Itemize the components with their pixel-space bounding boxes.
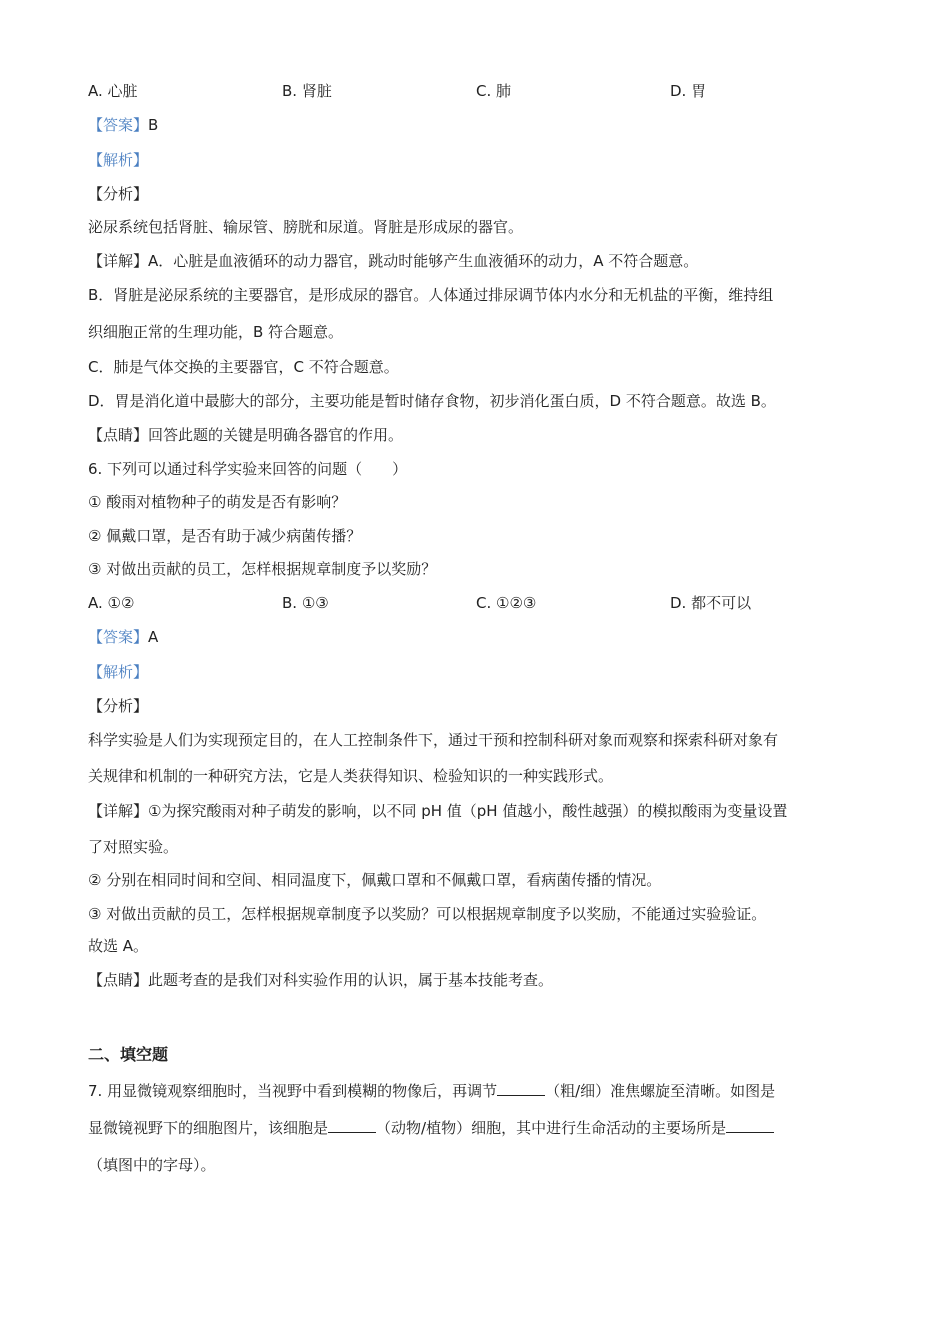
q5-jiexi-tag: 【解析】 bbox=[88, 151, 149, 169]
q5-option-c: C. 肺 bbox=[476, 82, 512, 100]
q5-answer-value: B bbox=[148, 116, 159, 134]
q6-dianjing: 【点睛】此题考查的是我们对科实验作用的认识，属于基本技能考查。 bbox=[88, 971, 554, 989]
q6-answer-line bbox=[88, 626, 158, 648]
q6-stem: 6. 下列可以通过科学实验来回答的问题（ ） bbox=[88, 460, 408, 478]
q5-detail-4: C．肺是气体交换的主要器官，C 不符合题意。 bbox=[88, 358, 399, 376]
q6-item-2: ② 佩戴口罩，是否有助于减少病菌传播？ bbox=[88, 527, 362, 545]
q7-line-2 bbox=[88, 1117, 774, 1139]
q7-blank-2 bbox=[328, 1118, 376, 1133]
q5-detail-3: 织细胞正常的生理功能，B 符合题意。 bbox=[88, 323, 344, 341]
q6-answer-value: A bbox=[148, 628, 159, 646]
q7-line-2-a: 显微镜视野下的细胞图片，该细胞是 bbox=[88, 1119, 329, 1137]
q7-line-2-b: （动物/植物）细胞，其中进行生命活动的主要场所是 bbox=[376, 1119, 727, 1137]
q7-blank-3 bbox=[726, 1118, 774, 1133]
q5-detail-2: B．肾脏是泌尿系统的主要器官，是形成尿的器官。人体通过排尿调节体内水分和无机盐的平衡，维持组 bbox=[88, 286, 774, 304]
q6-fenxi-1: 科学实验是人们为实现预定目的，在人工控制条件下，通过干预和控制科研对象而观察和探索科研对象有 bbox=[88, 731, 779, 749]
q5-option-d: D. 胃 bbox=[670, 82, 707, 100]
q6-option-b: B. ①③ bbox=[282, 594, 329, 612]
q6-option-d: D. 都不可以 bbox=[670, 594, 752, 612]
q5-option-b: B. 肾脏 bbox=[282, 82, 332, 100]
q5-detail-1: 【详解】A．心脏是血液循环的动力器官，跳动时能够产生血液循环的动力，A 不符合题意。 bbox=[88, 252, 699, 270]
q6-answer-tag: 【答案】 bbox=[88, 628, 149, 646]
q6-option-c: C. ①②③ bbox=[476, 594, 537, 612]
section-title: 二、填空题 bbox=[88, 1045, 169, 1064]
q6-jiexi-tag: 【解析】 bbox=[88, 663, 149, 681]
q6-fenxi-tag: 【分析】 bbox=[88, 697, 149, 715]
q5-fenxi-tag: 【分析】 bbox=[88, 185, 149, 203]
q7-line-1 bbox=[88, 1080, 775, 1102]
q6-detail-1: 【详解】①为探究酸雨对种子萌发的影响，以不同 pH 值（pH 值越小，酸性越强）的模拟酸雨为变量设置 bbox=[88, 802, 788, 820]
q5-fenxi-text: 泌尿系统包括肾脏、输尿管、膀胱和尿道。肾脏是形成尿的器官。 bbox=[88, 218, 524, 236]
q6-detail-5: 故选 A。 bbox=[88, 937, 149, 955]
q5-dianjing: 【点睛】回答此题的关键是明确各器官的作用。 bbox=[88, 426, 404, 444]
q5-detail-5: D．胃是消化道中最膨大的部分，主要功能是暂时储存食物，初步消化蛋白质，D 不符合题意。故选 B。 bbox=[88, 392, 776, 410]
q6-detail-4: ③ 对做出贡献的员工，怎样根据规章制度予以奖励？可以根据规章制度予以奖励，不能通过实验验证。 bbox=[88, 905, 767, 923]
q7-line-1-a: 7. 用显微镜观察细胞时，当视野中看到模糊的物像后，再调节 bbox=[88, 1082, 498, 1100]
q7-line-1-b: （粗/细）准焦螺旋至清晰。如图是 bbox=[545, 1082, 776, 1100]
q6-fenxi-2: 关规律和机制的一种研究方法，它是人类获得知识、检验知识的一种实践形式。 bbox=[88, 767, 614, 785]
q6-detail-2: 了对照实验。 bbox=[88, 838, 179, 856]
q6-item-1: ① 酸雨对植物种子的萌发是否有影响？ bbox=[88, 493, 347, 511]
q6-item-3: ③ 对做出贡献的员工，怎样根据规章制度予以奖励？ bbox=[88, 560, 437, 578]
q5-option-a: A. 心脏 bbox=[88, 82, 138, 100]
q6-option-a: A. ①② bbox=[88, 594, 135, 612]
q5-answer-line bbox=[88, 114, 158, 136]
q7-line-3: （填图中的字母）。 bbox=[88, 1156, 216, 1174]
q6-detail-3: ② 分别在相同时间和空间、相同温度下，佩戴口罩和不佩戴口罩，看病菌传播的情况。 bbox=[88, 871, 662, 889]
q7-blank-1 bbox=[497, 1081, 545, 1096]
q5-answer-tag: 【答案】 bbox=[88, 116, 149, 134]
